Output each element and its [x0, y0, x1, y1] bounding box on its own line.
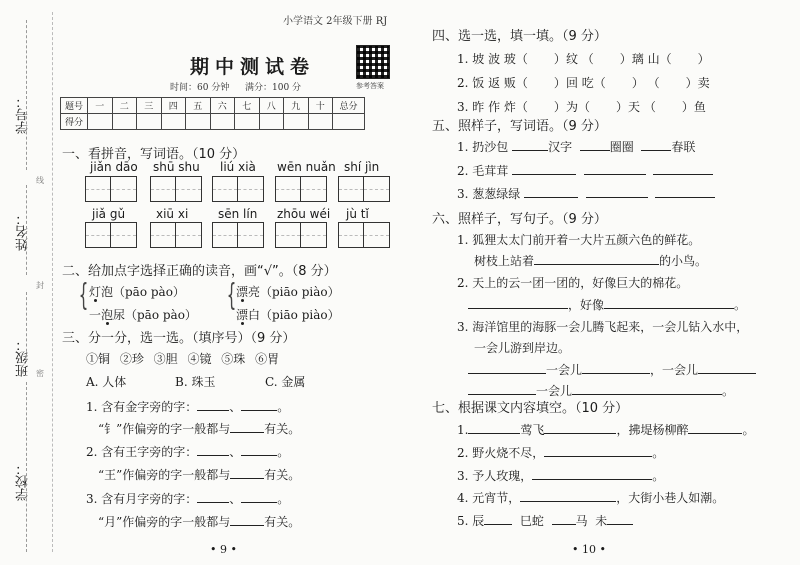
question-text: ，拂堤杨柳醉 — [616, 423, 689, 437]
answer-blank[interactable] — [468, 297, 568, 309]
writing-grid[interactable] — [85, 176, 137, 202]
period: 。 — [734, 298, 747, 312]
brace-icon: { — [78, 278, 89, 313]
reading-item[interactable]: 漂白（piāo piào） — [236, 308, 340, 322]
binding-line — [26, 185, 27, 275]
pinyin: shí jìn — [344, 160, 380, 174]
school-label: 学校： — [16, 462, 31, 501]
answer-blank[interactable] — [241, 444, 277, 456]
answer-blank[interactable] — [230, 467, 264, 479]
answer-blank[interactable] — [698, 362, 756, 374]
word-row — [457, 138, 695, 155]
qr-code[interactable] — [356, 45, 390, 79]
answer-blank[interactable] — [586, 186, 648, 198]
question-text: 的小鸟。 — [659, 254, 708, 268]
answer-blank[interactable] — [580, 139, 610, 151]
answer-blank[interactable] — [197, 444, 229, 456]
question-text: 一会儿 — [536, 384, 573, 398]
score-cell[interactable] — [161, 114, 186, 130]
section-3-title: 三、分一分，选一选。（填序号）（9 分） — [62, 331, 296, 346]
pinyin: xiū xi — [156, 207, 189, 221]
fold-line — [52, 12, 53, 552]
writing-grid[interactable] — [85, 222, 137, 248]
answer-blank[interactable] — [484, 513, 512, 525]
writing-grid[interactable] — [150, 222, 202, 248]
answer-blank[interactable] — [197, 491, 229, 503]
related-text: 有关。 — [264, 468, 301, 482]
separator: 、 — [229, 400, 242, 414]
word: 天 — [627, 100, 640, 114]
reading-item[interactable]: 灯泡（pāo pào） — [89, 285, 185, 299]
emphasis-dot — [241, 299, 244, 302]
question — [86, 443, 289, 460]
char-list: ①铜 ②珍 ③胆 ④镜 ⑤珠 ⑥胃 — [86, 352, 280, 366]
question — [86, 398, 289, 415]
answer-blank[interactable] — [512, 163, 576, 175]
answer-blank[interactable] — [468, 383, 536, 395]
option-b: B. 珠玉 — [175, 375, 216, 389]
question-text: ，好像 — [568, 298, 605, 312]
score-table — [60, 97, 365, 130]
page-number: • 9 • — [210, 543, 237, 556]
score-table-score-row — [61, 114, 365, 130]
pinyin: jù tǐ — [346, 207, 369, 221]
question-text: 3. 予人玫瑰， — [457, 469, 533, 483]
answer-blank[interactable] — [641, 139, 671, 151]
section-1-title: 一、看拼音，写词语。（10 分） — [62, 147, 246, 162]
section-6-title: 六、照样子，写句子。（9 分） — [432, 212, 607, 227]
score-table-header-row — [61, 98, 365, 114]
question — [98, 420, 300, 437]
table-cell: 九 — [284, 98, 309, 114]
section-4-title: 四、选一选，填一填。（9 分） — [432, 29, 607, 44]
answer-blank[interactable] — [468, 422, 520, 434]
example-sentence: 3. 海洋馆里的海豚一会儿腾飞起来，一会儿钻入水中， — [457, 320, 749, 334]
question-text: 3. 昨 作 炸 — [457, 100, 516, 114]
question-text: 莺飞 — [520, 423, 545, 437]
emphasis-dot — [94, 299, 97, 302]
answer-blank[interactable] — [544, 422, 616, 434]
score-label: 满分：100 分 — [245, 83, 302, 93]
answer-blank[interactable] — [197, 399, 229, 411]
answer-blank[interactable] — [241, 399, 277, 411]
example-word: 2. 毛茸茸 — [457, 164, 509, 178]
example-word: 3. 葱葱绿绿 — [457, 187, 521, 201]
pinyin: liú xià — [220, 160, 256, 174]
writing-grid[interactable] — [275, 222, 327, 248]
table-cell: 八 — [259, 98, 284, 114]
pinyin: sēn lín — [218, 207, 258, 221]
word: 回 — [565, 76, 578, 90]
word: 山 — [647, 52, 660, 66]
period: 。 — [652, 469, 665, 483]
question: 2. 饭 返 贩（ ）回 吃（ ） （ ）卖 — [457, 76, 710, 90]
question-text: 1. 含有金字旁的字： — [86, 400, 198, 414]
answer-label: 参考答案 — [356, 82, 384, 90]
question-text: 5. 辰 — [457, 514, 485, 528]
separator: 、 — [229, 445, 242, 459]
score-cell[interactable] — [210, 114, 235, 130]
separator: 、 — [229, 492, 242, 506]
word: 璃 — [631, 52, 644, 66]
question-text: “钅”作偏旁的字一般都与 — [98, 422, 231, 436]
score-cell[interactable] — [308, 114, 333, 130]
table-cell: 十 — [308, 98, 333, 114]
option-c: C. 金属 — [265, 375, 306, 389]
table-cell: 题号 — [61, 98, 88, 114]
answer-blank[interactable] — [230, 421, 264, 433]
question: 1. 坡 波 玻（ ）纹 （ ）璃 山（ ） — [457, 52, 710, 66]
answer-blank[interactable] — [688, 422, 742, 434]
answer-blank[interactable] — [241, 491, 277, 503]
reading-item[interactable]: 漂亮（piāo piào） — [236, 285, 340, 299]
period: 。 — [742, 423, 755, 437]
question-text: 4. 元宵节， — [457, 491, 521, 505]
answer-blank[interactable] — [582, 362, 650, 374]
emphasis-dot — [241, 322, 244, 325]
binding-line — [26, 292, 27, 362]
question — [468, 361, 756, 378]
writing-grid[interactable] — [150, 176, 202, 202]
answer-blank[interactable] — [512, 139, 548, 151]
answer-blank[interactable] — [534, 253, 659, 265]
question-text: 2. 含有王字旁的字： — [86, 445, 198, 459]
answer-blank[interactable] — [230, 514, 264, 526]
question-text: 3. 含有月字旁的字： — [86, 492, 198, 506]
word: 春联 — [671, 140, 696, 154]
question-text: 未 — [595, 514, 608, 528]
class-label: 班级： — [16, 338, 31, 377]
answer-blank[interactable] — [607, 513, 633, 525]
question-text: 2. 野火烧不尽， — [457, 446, 545, 460]
table-cell: 三 — [137, 98, 162, 114]
question-text: ，一会儿 — [650, 363, 699, 377]
answer-blank[interactable] — [584, 163, 646, 175]
question — [468, 296, 746, 313]
score-cell[interactable] — [333, 114, 365, 130]
word: 吃 — [581, 76, 594, 90]
answer-blank[interactable] — [653, 163, 713, 175]
score-cell[interactable] — [88, 114, 113, 130]
question-text: 1. 坡 波 玻 — [457, 52, 516, 66]
reading-item[interactable]: 一泡尿（pāo pào） — [89, 308, 197, 322]
close-mark: 密 — [36, 369, 44, 378]
question-text: 2. 饭 返 贩 — [457, 76, 516, 90]
binding-line — [26, 20, 27, 170]
series-label: 小学语文 2年级下册 RJ — [283, 16, 388, 27]
answer-blank[interactable] — [524, 186, 578, 198]
example-word: 1. 扔沙包 — [457, 140, 509, 154]
related-text: 有关。 — [264, 422, 301, 436]
question — [474, 252, 707, 269]
table-cell: 二 — [112, 98, 137, 114]
related-text: 有关。 — [264, 515, 301, 529]
name-label: 姓名： — [16, 212, 31, 251]
pinyin: shū shu — [153, 160, 200, 174]
binding-line — [26, 382, 27, 552]
section-7-title: 七、根据课文内容填空。（10 分） — [432, 401, 629, 416]
line-mark: 线 — [36, 176, 44, 185]
answer-blank[interactable] — [544, 445, 652, 457]
question — [457, 421, 755, 438]
writing-grid[interactable] — [338, 222, 390, 248]
word: 汉字 — [548, 140, 573, 154]
period: 。 — [652, 446, 665, 460]
page-title: 期中测试卷 — [190, 56, 316, 78]
answer-blank[interactable] — [532, 468, 652, 480]
option-a: A. 人体 — [86, 375, 127, 389]
pinyin: jiǎn dāo — [90, 160, 138, 174]
question-text: 巳蛇 — [519, 514, 544, 528]
question — [457, 512, 633, 529]
pinyin: jiǎ gǔ — [92, 207, 126, 221]
student-id-label: 学号： — [16, 95, 31, 134]
question-text: ，大街小巷人如潮。 — [616, 491, 725, 505]
answer-blank[interactable] — [468, 362, 546, 374]
table-cell: 五 — [186, 98, 211, 114]
example-sentence: 2. 天上的云一团一团的，好像巨大的棉花。 — [457, 276, 689, 290]
section-5-title: 五、照样子，写词语。（9 分） — [432, 119, 607, 134]
word: 为 — [565, 100, 578, 114]
page-number: • 10 • — [572, 543, 606, 556]
word-row — [457, 162, 713, 179]
brace-icon: { — [226, 278, 237, 313]
answer-blank[interactable] — [572, 383, 722, 395]
table-cell: 七 — [235, 98, 260, 114]
writing-grid[interactable] — [275, 176, 327, 202]
period: 。 — [277, 492, 290, 506]
writing-grid[interactable] — [338, 176, 390, 202]
question-text: 马 — [575, 514, 588, 528]
word: 纹 — [565, 52, 578, 66]
score-cell[interactable] — [259, 114, 284, 130]
period: 。 — [722, 384, 735, 398]
table-cell: 一 — [88, 98, 113, 114]
table-cell: 总分 — [333, 98, 365, 114]
answer-blank[interactable] — [552, 513, 576, 525]
emphasis-dot — [106, 322, 109, 325]
word: 鱼 — [693, 100, 706, 114]
score-cell[interactable] — [186, 114, 211, 130]
table-cell: 六 — [210, 98, 235, 114]
question: 3. 昨 作 炸（ ）为（ ）天 （ ）鱼 — [457, 100, 706, 114]
period: 。 — [277, 400, 290, 414]
question — [457, 467, 664, 484]
question — [98, 466, 300, 483]
score-cell[interactable] — [112, 114, 137, 130]
table-cell: 四 — [161, 98, 186, 114]
word-row — [457, 185, 715, 202]
writing-grid[interactable] — [212, 222, 264, 248]
answer-blank[interactable] — [520, 490, 616, 502]
question — [86, 490, 289, 507]
example-sentence: 1. 狐狸太太门前开着一大片五颜六色的鲜花。 — [457, 233, 701, 247]
score-cell[interactable] — [284, 114, 309, 130]
score-cell[interactable] — [137, 114, 162, 130]
answer-blank[interactable] — [604, 297, 734, 309]
question-text: 1. — [457, 423, 469, 437]
pinyin: wēn nuǎn — [277, 160, 336, 174]
question-text: “王”作偏旁的字一般都与 — [98, 468, 231, 482]
question — [457, 489, 724, 506]
score-cell[interactable] — [235, 114, 260, 130]
table-cell: 得分 — [61, 114, 88, 130]
answer-blank[interactable] — [655, 186, 715, 198]
word: 卖 — [697, 76, 710, 90]
question — [98, 513, 300, 530]
period: 。 — [277, 445, 290, 459]
question-text: 树枝上站着 — [474, 254, 535, 268]
section-2-title: 二、给加点字选择正确的读音，画“√”。（8 分） — [62, 264, 337, 279]
writing-grid[interactable] — [212, 176, 264, 202]
word: 圈圈 — [609, 140, 634, 154]
pinyin: zhōu wéi — [277, 207, 331, 221]
seal-mark: 封 — [36, 281, 44, 290]
example-sentence: 一会儿游到岸边。 — [474, 341, 571, 355]
question-text: 一会儿 — [546, 363, 583, 377]
question — [457, 444, 664, 461]
question-text: “月”作偏旁的字一般都与 — [98, 515, 231, 529]
time-label: 时间：60 分钟 — [170, 83, 230, 93]
